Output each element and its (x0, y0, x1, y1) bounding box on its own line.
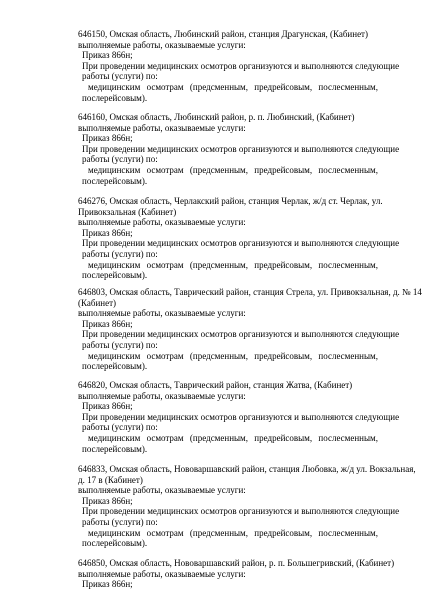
exam-word: (предсменным, (189, 259, 248, 270)
conduct-text: При проведении медицинских осмотров организуются и выполняются следующие (82, 143, 400, 154)
license-entry (78, 380, 400, 454)
exam-word: (предсменным, (189, 527, 248, 538)
exam-types-line (78, 433, 378, 444)
exam-types-line (78, 351, 378, 362)
post-trip-text: послерейсовым). (82, 361, 148, 372)
exam-word: послесменным, (318, 259, 378, 270)
exam-word: (предсменным, (189, 432, 248, 443)
conduct-text: При проведении медицинских осмотров организуются и выполняются следующие (82, 60, 400, 71)
exam-word: предрейсовым, (254, 432, 313, 443)
exam-word: медицинским (88, 350, 141, 361)
exam-word: медицинским (88, 81, 141, 92)
exam-types-line (78, 260, 378, 271)
entry-address: 646160, Омская область, Любинский район, р. п. Любинский, (Кабинет) (78, 112, 355, 122)
post-trip-text: послерейсовым). (82, 270, 148, 281)
order-ref: Приказ 866н; (82, 133, 133, 144)
post-trip-text: послерейсовым). (82, 443, 148, 454)
exam-word: (предсменным, (189, 350, 248, 361)
exam-word: послесменным, (318, 527, 378, 538)
exam-types-line (78, 82, 378, 93)
works-label: выполняемые работы, оказываемые услуги: (78, 39, 246, 50)
conduct-text-cont: работы (услуги) по: (82, 248, 158, 259)
exam-word: осмотрам (146, 350, 184, 361)
exam-word: послесменным, (318, 432, 378, 443)
license-entry (78, 29, 400, 103)
exam-word: послесменным, (318, 164, 378, 175)
exam-types-line (78, 528, 378, 539)
order-ref: Приказ 866н; (82, 318, 133, 329)
conduct-text-cont: работы (услуги) по: (82, 154, 158, 165)
conduct-text: При проведении медицинских осмотров организуются и выполняются следующие (82, 411, 400, 422)
license-entry (78, 112, 400, 186)
exam-word: медицинским (88, 259, 141, 270)
order-ref: Приказ 866н; (82, 495, 133, 506)
entry-address: 646850, Омская область, Нововаршавский район, р. п. Большегривский, (Кабинет) (78, 558, 395, 568)
post-trip-text: послерейсовым). (82, 538, 148, 549)
exam-word: осмотрам (146, 259, 184, 270)
exam-word: предрейсовым, (254, 527, 313, 538)
entry-address: 646820, Омская область, Таврический район, станция Жатва, (Кабинет) (78, 380, 353, 390)
exam-word: предрейсовым, (254, 81, 313, 92)
conduct-text-cont: работы (услуги) по: (82, 71, 158, 82)
exam-types-line (78, 165, 378, 176)
exam-word: медицинским (88, 164, 141, 175)
entry-address-cont: Привокзальная (Кабинет) (78, 206, 177, 217)
license-entry (78, 196, 400, 281)
exam-word: (предсменным, (189, 81, 248, 92)
entry-address: 646150, Омская область, Любинский район, станция Драгунская, (Кабинет) (78, 29, 368, 39)
order-ref: Приказ 866н; (82, 227, 133, 238)
entry-address-cont: д. 17 в (Кабинет) (78, 474, 143, 485)
works-label: выполняемые работы, оказываемые услуги: (78, 485, 246, 496)
entry-address: 646276, Омская область, Черлакский район, станция Черлак, ж/д ст. Черлак, ул. (78, 196, 383, 206)
license-entry (78, 558, 395, 590)
entry-address-cont: (Кабинет) (78, 297, 117, 308)
license-entry (78, 464, 416, 549)
conduct-text: При проведении медицинских осмотров организуются и выполняются следующие (82, 238, 400, 249)
exam-word: осмотрам (146, 81, 184, 92)
works-label: выполняемые работы, оказываемые услуги: (78, 122, 246, 133)
exam-word: медицинским (88, 527, 141, 538)
conduct-text-cont: работы (услуги) по: (82, 422, 158, 433)
exam-word: (предсменным, (189, 164, 248, 175)
works-label: выполняемые работы, оказываемые услуги: (78, 390, 246, 401)
order-ref: Приказ 866н; (82, 579, 133, 590)
post-trip-text: послерейсовым). (82, 92, 148, 103)
exam-word: медицинским (88, 432, 141, 443)
order-ref: Приказ 866н; (82, 50, 133, 61)
post-trip-text: послерейсовым). (82, 175, 148, 186)
conduct-text: При проведении медицинских осмотров организуются и выполняются следующие (82, 329, 400, 340)
exam-word: предрейсовым, (254, 350, 313, 361)
works-label: выполняемые работы, оказываемые услуги: (78, 568, 246, 579)
exam-word: послесменным, (318, 350, 378, 361)
exam-word: предрейсовым, (254, 164, 313, 175)
exam-word: послесменным, (318, 81, 378, 92)
conduct-text-cont: работы (услуги) по: (82, 339, 158, 350)
license-entry (78, 287, 422, 372)
exam-word: осмотрам (146, 432, 184, 443)
exam-word: осмотрам (146, 164, 184, 175)
entry-address: 646833, Омская область, Нововаршавский район, станция Любовка, ж/д ул. Вокзальная, (78, 464, 416, 474)
conduct-text-cont: работы (услуги) по: (82, 516, 158, 527)
entry-address: 646803, Омская область, Таврический район, станция Стрела, ул. Привокзальная, д. № 14 (78, 287, 422, 297)
works-label: выполняемые работы, оказываемые услуги: (78, 217, 246, 228)
order-ref: Приказ 866н; (82, 401, 133, 412)
exam-word: предрейсовым, (254, 259, 313, 270)
conduct-text: При проведении медицинских осмотров организуются и выполняются следующие (82, 506, 400, 517)
exam-word: осмотрам (146, 527, 184, 538)
works-label: выполняемые работы, оказываемые услуги: (78, 308, 246, 319)
